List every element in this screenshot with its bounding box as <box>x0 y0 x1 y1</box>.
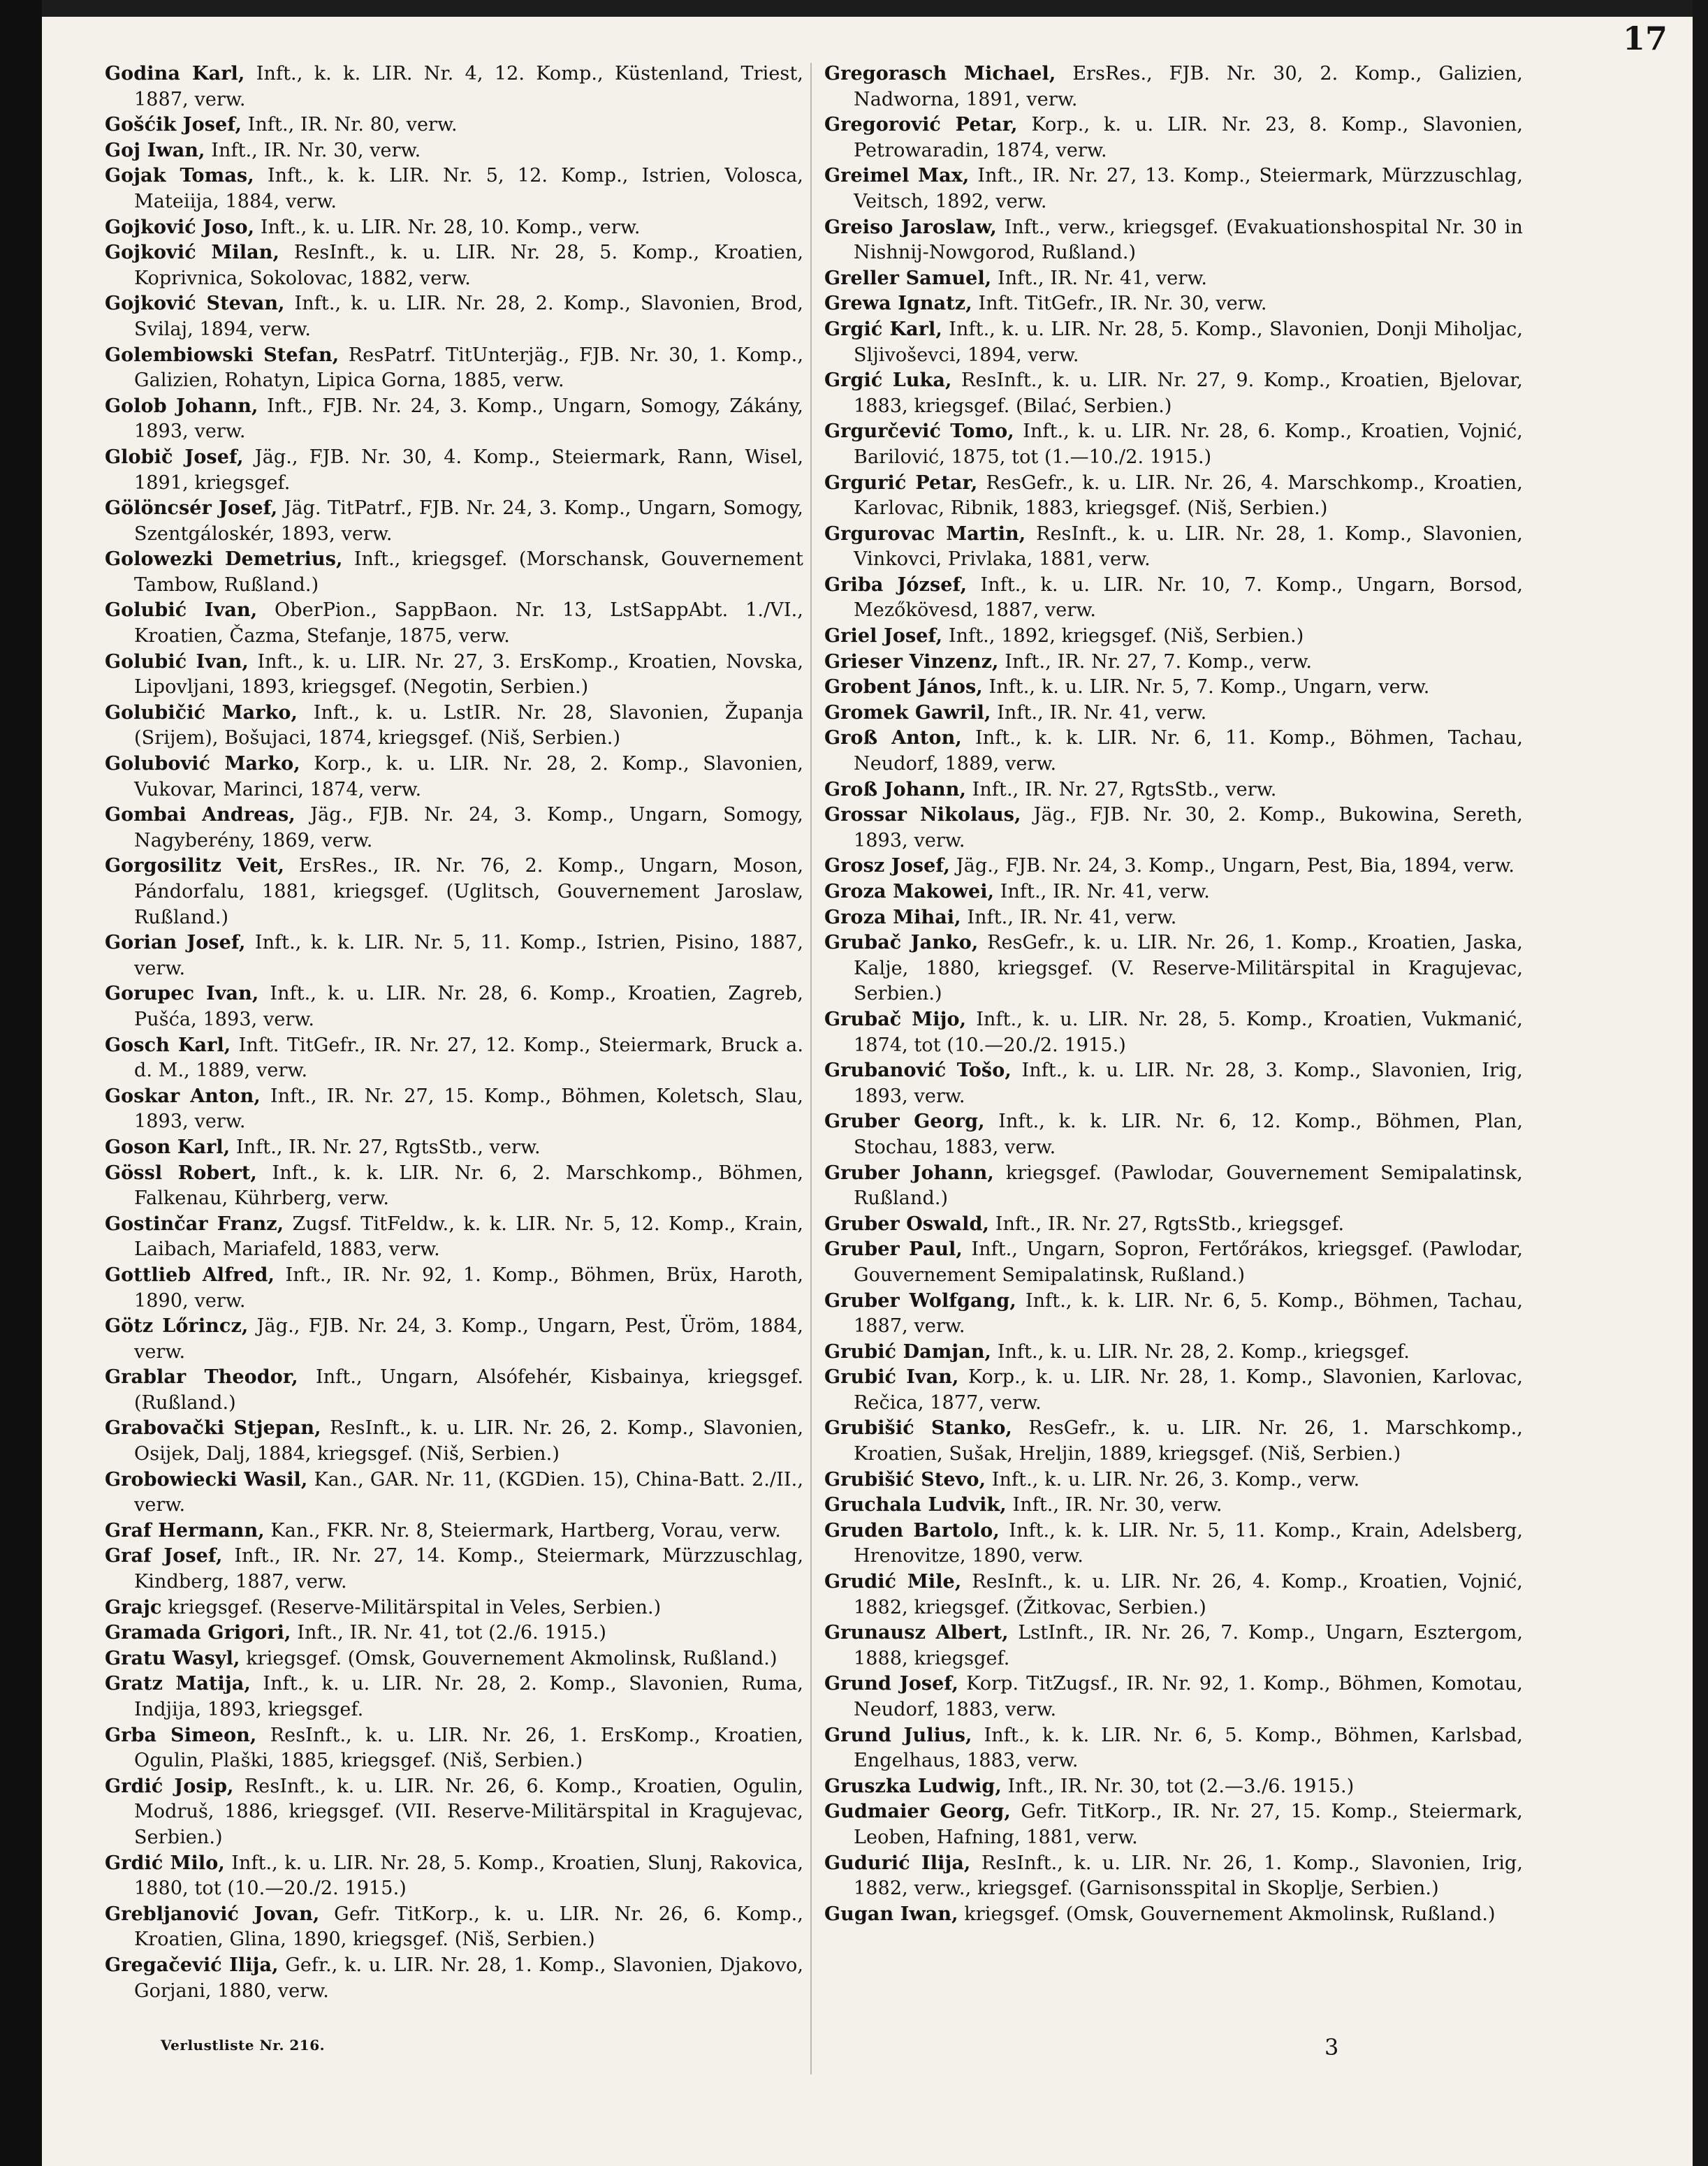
entry-name: Grubač Mijo, <box>824 1008 967 1030</box>
list-entry <box>105 1953 803 2004</box>
list-entry <box>824 905 1523 931</box>
list-entry <box>105 854 803 930</box>
list-entry <box>824 650 1523 675</box>
entry-name: Grabovački Stjepan, <box>105 1417 321 1440</box>
entry-details: Gefr. TitKorp., k. u. LIR. Nr. 26, 6. Komp., Kroatien, Glina, 1890, kriegsgef. (Niš, Serbien.) <box>134 1903 803 1951</box>
entry-name: Gruber Wolfgang, <box>824 1289 1016 1312</box>
list-entry <box>824 1237 1523 1288</box>
entry-name: Grajc <box>105 1596 162 1618</box>
entry-name: Gratz Matija, <box>105 1673 251 1695</box>
list-entry <box>824 522 1523 573</box>
list-entry <box>824 1723 1523 1774</box>
list-entry <box>105 1646 803 1672</box>
signature-mark: 3 <box>1324 2034 1339 2061</box>
list-entry <box>824 1493 1523 1519</box>
list-entry <box>824 1058 1523 1109</box>
entry-details: Inft., IR. Nr. 27, RgtsStb., kriegsgef. <box>995 1213 1345 1235</box>
entry-details: Inft., k. k. LIR. Nr. 4, 12. Komp., Küstenland, Triest, 1887, verw. <box>134 63 803 110</box>
entry-details: ResInft., k. u. LIR. Nr. 26, 2. Komp., Slavonien, Osijek, Dalj, 1884, kriegsgef. (Niš, Serbien.) <box>134 1417 804 1465</box>
list-entry <box>824 1774 1523 1800</box>
entry-details: OberPion., SappBaon. Nr. 13, LstSappAbt. 1./VI., Kroatien, Čazma, Stefanje, 1875, verw. <box>134 599 803 647</box>
entry-name: Gruber Paul, <box>824 1238 963 1261</box>
list-entry <box>105 61 803 112</box>
entry-name: Golubić Ivan, <box>105 650 249 673</box>
entry-name: Gorian Josef, <box>105 932 246 954</box>
entry-details: Inft., IR. Nr. 30, verw. <box>1012 1494 1222 1516</box>
list-entry <box>824 1109 1523 1160</box>
entry-details: Inft., IR. Nr. 92, 1. Komp., Böhmen, Brüx, Haroth, 1890, verw. <box>134 1264 804 1312</box>
list-entry <box>824 112 1523 163</box>
list-entry <box>824 1289 1523 1340</box>
entry-details: ErsRes., IR. Nr. 76, 2. Komp., Ungarn, Moson, Pándorfalu, 1881, kriegsgef. (Uglitsch, Gouvernement Jaroslaw, Rußland.) <box>134 855 803 928</box>
entry-details: Inft., k. k. LIR. Nr. 6, 5. Komp., Böhmen, Tachau, 1887, verw. <box>854 1289 1524 1338</box>
entry-name: Gruber Oswald, <box>824 1213 989 1235</box>
entry-name: Grubić Damjan, <box>824 1340 992 1363</box>
entry-name: Golowezki Demetrius, <box>105 548 343 571</box>
entry-name: Gottlieb Alfred, <box>105 1264 275 1286</box>
list-entry <box>105 930 803 981</box>
entry-name: Grubač Janko, <box>824 932 979 954</box>
entry-details: Gefr., k. u. LIR. Nr. 28, 1. Komp., Slavonien, Djakovo, Gorjani, 1880, verw. <box>134 1954 803 2002</box>
entry-name: Gojković Stevan, <box>105 293 285 315</box>
entry-name: Goj Iwan, <box>105 139 205 161</box>
entry-name: Gruszka Ludwig, <box>824 1775 1002 1797</box>
entry-name: Gruchala Ludvik, <box>824 1494 1007 1516</box>
list-entry <box>105 1033 803 1084</box>
list-entry <box>824 675 1523 701</box>
list-entry <box>105 394 803 445</box>
entry-name: Greiso Jaroslaw, <box>824 216 997 238</box>
entry-details: Inft., k. k. LIR. Nr. 6, 2. Marschkomp., Böhmen, Falkenau, Kührberg, verw. <box>134 1162 804 1210</box>
page-number: 17 <box>1622 20 1667 57</box>
scan-border-left <box>0 0 42 2166</box>
list-entry <box>105 1851 803 1902</box>
entry-name: Grgurčević Tomo, <box>824 420 1014 443</box>
entry-name: Grba Simeon, <box>105 1724 257 1746</box>
entry-name: Groß Johann, <box>824 778 966 800</box>
entry-details: ResGefr., k. u. LIR. Nr. 26, 1. Marschkomp., Kroatien, Sušak, Hreljin, 1889, kriegsgef. (Niš, Serbien.) <box>854 1417 1523 1465</box>
entry-name: Gojak Tomas, <box>105 165 254 187</box>
list-entry <box>105 547 803 598</box>
entry-name: Golembiowski Stefan, <box>105 344 340 366</box>
list-entry <box>824 1161 1523 1212</box>
list-entry <box>105 1774 803 1851</box>
list-entry <box>105 1468 803 1519</box>
list-entry <box>105 163 803 214</box>
list-entry <box>105 343 803 394</box>
entry-name: Gorupec Ivan, <box>105 983 259 1005</box>
entry-name: Gudmaier Georg, <box>824 1801 1011 1823</box>
entry-details: Inft., k. u. LIR. Nr. 28, 2. Komp., kriegsgef. <box>997 1340 1410 1363</box>
list-entry <box>824 291 1523 317</box>
entry-details: ResInft., k. u. LIR. Nr. 28, 1. Komp., Slavonien, Vinkovci, Privlaka, 1881, verw. <box>854 522 1523 571</box>
entry-details: ResInft., k. u. LIR. Nr. 26, 1. Komp., Slavonien, Irig, 1882, verw., kriegsgef. (Garnisonsspital in Skoplje, Serbien.) <box>854 1852 1523 1900</box>
list-entry <box>824 1569 1523 1620</box>
entry-details: Inft., k. u. LIR. Nr. 28, 2. Komp., Slavonien, Brod, Svilaj, 1894, verw. <box>134 293 803 340</box>
entry-name: Gojković Joso, <box>105 216 255 238</box>
entry-details: Jäg., FJB. Nr. 30, 4. Komp., Steiermark, Rann, Wisel, 1891, kriegsgef. <box>134 446 804 494</box>
list-entry <box>105 1135 803 1161</box>
list-entry <box>105 1671 803 1722</box>
entry-name: Groß Anton, <box>824 727 962 749</box>
entry-name: Grubišić Stanko, <box>824 1417 1012 1440</box>
entry-name: Grgurić Petar, <box>824 471 978 494</box>
entry-name: Gratu Wasyl, <box>105 1647 240 1669</box>
entry-name: Grudić Mile, <box>824 1571 962 1593</box>
entry-details: Inft., k. u. LIR. Nr. 28, 10. Komp., verw. <box>260 216 641 238</box>
entry-name: Gojković Milan, <box>105 242 279 264</box>
list-entry <box>824 1902 1523 1928</box>
entry-details: Inft., k. u. LIR. Nr. 28, 5. Komp., Slavonien, Donji Miholjac, Sljivoševci, 1894, verw. <box>854 318 1523 366</box>
list-entry <box>824 1340 1523 1366</box>
entry-name: Gössl Robert, <box>105 1162 257 1184</box>
entry-details: ResPatrf. TitUnterjäg., FJB. Nr. 30, 1. Komp., Galizien, Rohatyn, Lipica Gorna, 1885, verw. <box>134 344 804 392</box>
list-entry <box>105 1902 803 1953</box>
entry-details: Jäg. TitPatrf., FJB. Nr. 24, 3. Komp., Ungarn, Somogy, Szentgáloskér, 1893, verw. <box>134 497 803 545</box>
entry-name: Greller Samuel, <box>824 267 992 289</box>
entry-name: Grubić Ivan, <box>824 1366 959 1389</box>
entry-name: Grgić Karl, <box>824 318 942 340</box>
left-column <box>105 61 803 2004</box>
list-entry <box>105 1161 803 1212</box>
entry-name: Gruber Georg, <box>824 1111 985 1133</box>
entry-details: Inft., IR. Nr. 41, verw. <box>998 267 1208 289</box>
entry-name: Grund Julius, <box>824 1724 972 1746</box>
entry-details: Inft., k. u. LIR. Nr. 10, 7. Komp., Ungarn, Borsod, Mezőkövesd, 1887, verw. <box>854 573 1524 622</box>
list-entry <box>824 61 1523 112</box>
entry-details: ErsRes., FJB. Nr. 30, 2. Komp., Galizien, Nadworna, 1891, verw. <box>854 63 1523 110</box>
entry-name: Groza Mihai, <box>824 906 961 928</box>
entry-details: Inft., IR. Nr. 27, 13. Komp., Steiermark, Mürzzuschlag, Veitsch, 1892, verw. <box>854 165 1523 212</box>
list-entry <box>824 1519 1523 1569</box>
entry-name: Grgurovac Martin, <box>824 522 1026 545</box>
list-entry <box>824 368 1523 419</box>
entry-details: Inft., 1892, kriegsgef. (Niš, Serbien.) <box>948 625 1304 647</box>
list-entry <box>824 1007 1523 1058</box>
entry-name: Godina Karl, <box>105 63 245 85</box>
list-entry <box>824 471 1523 522</box>
list-entry <box>824 1851 1523 1902</box>
list-entry <box>105 240 803 291</box>
entry-details: Inft., k. k. LIR. Nr. 6, 12. Komp., Böhmen, Plan, Stochau, 1883, verw. <box>854 1111 1524 1158</box>
list-entry <box>105 803 803 854</box>
footer-note: Verlustliste Nr. 216. <box>161 2037 326 2054</box>
entry-name: Grubanović Tošo, <box>824 1060 1012 1082</box>
entry-details: Inft., k. u. LIR. Nr. 28, 3. Komp., Slavonien, Irig, 1893, verw. <box>854 1060 1523 1107</box>
entry-name: Griel Josef, <box>824 625 943 647</box>
list-entry <box>105 752 803 803</box>
list-entry <box>105 701 803 752</box>
entry-details: Inft., k. u. LIR. Nr. 27, 3. ErsKomp., Kroatien, Novska, Lipovljani, 1893, kriegsgef. (Negotin, Serbien.) <box>134 650 803 698</box>
entry-name: Graf Josef, <box>105 1545 223 1567</box>
list-entry <box>824 215 1523 266</box>
list-entry <box>105 496 803 547</box>
entry-details: Inft., k. u. LstIR. Nr. 28, Slavonien, Županja (Srijem), Bošujaci, 1874, kriegsgef. (Niš, Serbien.) <box>134 701 803 749</box>
entry-details: Inft., k. k. LIR. Nr. 5, 11. Komp., Istrien, Pisino, 1887, verw. <box>134 932 803 979</box>
entry-details: Inft., IR. Nr. 41, tot (2./6. 1915.) <box>297 1622 606 1644</box>
list-entry <box>105 1544 803 1595</box>
list-entry <box>824 1468 1523 1493</box>
scan-border-right <box>1693 0 1708 2166</box>
entry-details: Inft., k. u. LIR. Nr. 28, 5. Komp., Kroatien, Vukmanić, 1874, tot (10.—20./2. 1915.) <box>854 1008 1523 1056</box>
list-entry <box>105 1084 803 1135</box>
list-entry <box>105 112 803 138</box>
entry-details: Inft., k. u. LIR. Nr. 5, 7. Komp., Ungarn, verw. <box>988 676 1430 698</box>
entry-details: Inft., k. k. LIR. Nr. 6, 11. Komp., Böhmen, Tachau, Neudorf, 1889, verw. <box>854 727 1523 775</box>
list-entry <box>824 803 1523 854</box>
list-entry <box>105 981 803 1032</box>
entry-details: Jäg., FJB. Nr. 24, 3. Komp., Ungarn, Pest, Bia, 1894, verw. <box>956 855 1515 877</box>
list-entry <box>824 266 1523 292</box>
entry-details: Inft., IR. Nr. 27, RgtsStb., verw. <box>235 1136 541 1158</box>
list-entry <box>824 930 1523 1007</box>
entry-details: Gefr. TitKorp., IR. Nr. 27, 15. Komp., Steiermark, Leoben, Hafning, 1881, verw. <box>854 1801 1523 1848</box>
entry-details: Inft., IR. Nr. 41, verw. <box>967 906 1177 928</box>
list-entry <box>824 726 1523 777</box>
entry-details: Inft., IR. Nr. 27, 7. Komp., verw. <box>1005 650 1313 673</box>
list-entry <box>105 1723 803 1774</box>
entry-name: Grobent János, <box>824 676 983 698</box>
entry-details: Inft., kriegsgef. (Morschansk, Gouvernement Tambow, Rußland.) <box>134 548 803 596</box>
list-entry <box>824 1416 1523 1467</box>
scan-border-top <box>0 0 1708 17</box>
entry-name: Griba József, <box>824 573 968 596</box>
entry-details: Inft., k. k. LIR. Nr. 5, 12. Komp., Istrien, Volosca, Mateiija, 1884, verw. <box>134 165 803 212</box>
entry-details: Inft. TitGefr., IR. Nr. 30, verw. <box>978 293 1267 315</box>
entry-details: Inft., Ungarn, Alsófehér, Kisbainya, kriegsgef. (Rußland.) <box>134 1366 804 1414</box>
entry-details: Inft., FJB. Nr. 24, 3. Komp., Ungarn, Somogy, Zákány, 1893, verw. <box>134 395 803 443</box>
entry-name: Gruber Johann, <box>824 1162 994 1184</box>
entry-name: Grossar Nikolaus, <box>824 804 1021 826</box>
list-entry <box>824 1620 1523 1671</box>
list-entry <box>105 1212 803 1263</box>
entry-name: Gošćik Josef, <box>105 114 242 136</box>
entry-name: Grdić Milo, <box>105 1852 225 1874</box>
entry-name: Grobowiecki Wasil, <box>105 1468 308 1491</box>
entry-name: Gruden Bartolo, <box>824 1519 1000 1542</box>
entry-name: Gregorović Petar, <box>824 114 1018 136</box>
entry-name: Golubičić Marko, <box>105 701 298 724</box>
entry-details: Inft., IR. Nr. 27, RgtsStb., verw. <box>972 778 1277 800</box>
list-entry <box>824 1799 1523 1850</box>
entry-name: Grubišić Stevo, <box>824 1468 986 1491</box>
list-entry <box>105 650 803 701</box>
entry-name: Gostinčar Franz, <box>105 1213 284 1235</box>
list-entry <box>105 598 803 649</box>
entry-name: Gombai Andreas, <box>105 804 295 826</box>
entry-name: Greimel Max, <box>824 165 970 187</box>
entry-name: Golubić Ivan, <box>105 599 258 622</box>
entry-details: Inft., k. u. LIR. Nr. 28, 2. Komp., Slavonien, Ruma, Indjija, 1893, kriegsgef. <box>134 1673 803 1720</box>
entry-name: Golob Johann, <box>105 395 258 417</box>
entry-name: Grablar Theodor, <box>105 1366 298 1389</box>
entry-name: Grund Josef, <box>824 1673 959 1695</box>
entry-details: ResInft., k. u. LIR. Nr. 26, 6. Komp., Kroatien, Ogulin, Modruš, 1886, kriegsgef. (VII. Reserve-Militärspital in Kragujevac, Serbien.) <box>134 1775 803 1848</box>
list-entry <box>824 1671 1523 1722</box>
entry-details: Kan., FKR. Nr. 8, Steiermark, Hartberg, Vorau, verw. <box>270 1519 781 1542</box>
entry-details: Inft. TitGefr., IR. Nr. 27, 12. Komp., Steiermark, Bruck a. d. M., 1889, verw. <box>134 1034 803 1082</box>
entry-name: Gorgosilitz Veit, <box>105 855 285 877</box>
entry-name: Globič Josef, <box>105 446 244 468</box>
entry-details: ResGefr., k. u. LIR. Nr. 26, 4. Marschkomp., Kroatien, Karlovac, Ribnik, 1883, kriegsgef. (Niš, Serbien.) <box>854 471 1523 520</box>
entry-name: Grewa Ignatz, <box>824 293 972 315</box>
list-entry <box>105 1519 803 1544</box>
entry-name: Grdić Josip, <box>105 1775 234 1797</box>
entry-name: Gölöncsér Josef, <box>105 497 278 520</box>
entry-details: Korp., k. u. LIR. Nr. 23, 8. Komp., Slavonien, Petrowaradin, 1874, verw. <box>854 114 1524 161</box>
entry-name: Grgić Luka, <box>824 369 952 392</box>
entry-name: Golubović Marko, <box>105 753 300 775</box>
entry-name: Grunausz Albert, <box>824 1622 1009 1644</box>
list-entry <box>105 1314 803 1365</box>
entry-details: Inft., k. k. LIR. Nr. 6, 5. Komp., Böhmen, Karlsbad, Engelhaus, 1883, verw. <box>854 1724 1523 1772</box>
entry-details: Korp., k. u. LIR. Nr. 28, 1. Komp., Slavonien, Karlovac, Rečica, 1877, verw. <box>854 1366 1524 1414</box>
list-entry <box>824 1212 1523 1238</box>
entry-details: ResInft., k. u. LIR. Nr. 28, 5. Komp., Kroatien, Koprivnica, Sokolovac, 1882, verw. <box>134 242 804 289</box>
entry-details: Zugsf. TitFeldw., k. k. LIR. Nr. 5, 12. Komp., Krain, Laibach, Mariafeld, 1883, verw. <box>134 1213 803 1261</box>
entry-details: kriegsgef. (Reserve-Militärspital in Veles, Serbien.) <box>168 1596 662 1618</box>
entry-name: Götz Lőrincz, <box>105 1315 249 1338</box>
list-entry <box>105 1263 803 1314</box>
entry-details: Inft., IR. Nr. 30, verw. <box>211 139 421 161</box>
entry-details: Inft., IR. Nr. 80, verw. <box>247 114 458 136</box>
list-entry <box>824 624 1523 650</box>
entry-details: Jäg., FJB. Nr. 24, 3. Komp., Ungarn, Pest, Üröm, 1884, verw. <box>134 1315 803 1363</box>
entry-name: Groza Makowei, <box>824 881 995 902</box>
entry-details: Inft., Ungarn, Sopron, Fertőrákos, kriegsgef. (Pawlodar, Gouvernement Semipalatinsk, Rußland.) <box>854 1238 1524 1286</box>
entry-details: ResInft., k. u. LIR. Nr. 27, 9. Komp., Kroatien, Bjelovar, 1883, kriegsgef. (Bilać, Serbien.) <box>854 369 1523 417</box>
entry-name: Gregorasch Michael, <box>824 63 1056 85</box>
list-entry <box>105 1365 803 1416</box>
entry-details: Inft., IR. Nr. 27, 15. Komp., Böhmen, Koletsch, Slau, 1893, verw. <box>134 1085 803 1133</box>
entry-details: Inft., IR. Nr. 41, verw. <box>1000 881 1210 902</box>
entry-details: ResGefr., k. u. LIR. Nr. 26, 1. Komp., Kroatien, Jaska, Kalje, 1880, kriegsgef. (V. Reserve-Militärspital in Kragujevac, Serbien.) <box>854 932 1523 1005</box>
list-entry <box>105 1620 803 1646</box>
list-entry <box>105 138 803 164</box>
list-entry <box>824 573 1523 624</box>
entry-details: Jäg., FJB. Nr. 24, 3. Komp., Ungarn, Somogy, Nagyberény, 1869, verw. <box>134 804 803 851</box>
entry-details: kriegsgef. (Pawlodar, Gouvernement Semipalatinsk, Rußland.) <box>854 1162 1523 1210</box>
entry-details: Inft., k. k. LIR. Nr. 5, 11. Komp., Krain, Adelsberg, Hrenovitze, 1890, verw. <box>854 1519 1524 1567</box>
entry-name: Grieser Vinzenz, <box>824 650 999 673</box>
entry-details: Inft., IR. Nr. 30, tot (2.—3./6. 1915.) <box>1007 1775 1355 1797</box>
entry-details: Jäg., FJB. Nr. 30, 2. Komp., Bukowina, Sereth, 1893, verw. <box>854 804 1523 851</box>
list-entry <box>105 1416 803 1467</box>
entry-name: Gregačević Ilija, <box>105 1954 279 1976</box>
list-entry <box>824 419 1523 470</box>
entry-name: Grosz Josef, <box>824 855 951 877</box>
entry-name: Graf Hermann, <box>105 1519 265 1542</box>
column-divider <box>810 63 812 2074</box>
entry-name: Grebljanović Jovan, <box>105 1903 320 1925</box>
entry-details: Inft., IR. Nr. 27, 14. Komp., Steiermark, Mürzzuschlag, Kindberg, 1887, verw. <box>134 1545 804 1593</box>
entry-details: Inft., k. u. LIR. Nr. 28, 6. Komp., Kroatien, Vojnić, Barilović, 1875, tot (1.—10./2. 1915.) <box>854 420 1523 468</box>
entry-details: Korp. TitZugsf., IR. Nr. 92, 1. Komp., Böhmen, Komotau, Neudorf, 1883, verw. <box>854 1673 1523 1720</box>
list-entry <box>824 163 1523 214</box>
list-entry <box>105 445 803 496</box>
entry-name: Gugan Iwan, <box>824 1903 958 1925</box>
entry-details: Inft., IR. Nr. 41, verw. <box>997 701 1207 724</box>
list-entry <box>824 317 1523 368</box>
entry-details: LstInft., IR. Nr. 26, 7. Komp., Ungarn, Esztergom, 1888, kriegsgef. <box>854 1622 1523 1669</box>
entry-details: kriegsgef. (Omsk, Gouvernement Akmolinsk, Rußland.) <box>246 1647 778 1669</box>
entry-name: Gramada Grigori, <box>105 1622 291 1644</box>
entry-details: ResInft., k. u. LIR. Nr. 26, 1. ErsKomp., Kroatien, Ogulin, Plaški, 1885, kriegsgef. (Niš, Serbien.) <box>134 1724 803 1772</box>
entry-details: kriegsgef. (Omsk, Gouvernement Akmolinsk, Rußland.) <box>964 1903 1496 1925</box>
list-entry <box>105 215 803 241</box>
list-entry <box>824 701 1523 726</box>
entry-name: Goskar Anton, <box>105 1085 261 1107</box>
entry-name: Goson Karl, <box>105 1136 231 1158</box>
entry-details: ResInft., k. u. LIR. Nr. 26, 4. Komp., Kroatien, Vojnić, 1882, kriegsgef. (Žitkovac, Serbien.) <box>854 1571 1523 1618</box>
entry-details: Korp., k. u. LIR. Nr. 28, 2. Komp., Slavonien, Vukovar, Marinci, 1874, verw. <box>134 753 803 800</box>
entry-details: Inft., verw., kriegsgef. (Evakuationshospital Nr. 30 in Nishnij-Nowgorod, Rußland.) <box>854 216 1524 264</box>
list-entry <box>105 291 803 342</box>
right-column <box>824 61 1523 1927</box>
list-entry <box>824 854 1523 879</box>
list-entry <box>824 879 1523 905</box>
list-entry <box>105 1595 803 1621</box>
entry-details: Inft., k. u. LIR. Nr. 26, 3. Komp., verw. <box>991 1468 1360 1491</box>
entry-details: Kan., GAR. Nr. 11, (KGDien. 15), China-Batt. 2./II., verw. <box>134 1468 804 1516</box>
list-entry <box>824 1365 1523 1416</box>
entry-details: Inft., k. u. LIR. Nr. 28, 6. Komp., Kroatien, Zagreb, Pušća, 1893, verw. <box>134 983 803 1030</box>
entry-name: Gudurić Ilija, <box>824 1852 971 1874</box>
entry-name: Gromek Gawril, <box>824 701 991 724</box>
entry-name: Gosch Karl, <box>105 1034 231 1056</box>
entry-details: Inft., k. u. LIR. Nr. 28, 5. Komp., Kroatien, Slunj, Rakovica, 1880, tot (10.—20./2. 1915.) <box>134 1852 804 1900</box>
list-entry <box>824 777 1523 803</box>
